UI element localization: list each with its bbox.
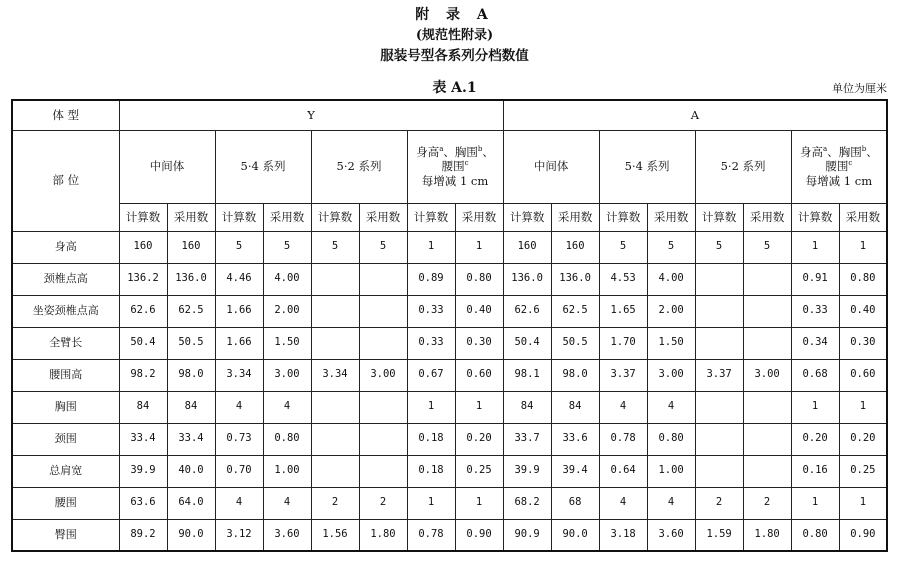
table-cell bbox=[743, 263, 791, 295]
adopt-header: 采用数 bbox=[455, 203, 503, 231]
table-cell: 50.4 bbox=[503, 327, 551, 359]
table-cell: 160 bbox=[503, 231, 551, 263]
table-cell: 4 bbox=[599, 391, 647, 423]
table-cell: 1.70 bbox=[599, 327, 647, 359]
calc-header: 计算数 bbox=[119, 203, 167, 231]
table-cell bbox=[695, 391, 743, 423]
row-part-name: 腰围 bbox=[12, 487, 119, 519]
table-cell: 0.90 bbox=[455, 519, 503, 551]
table-cell: 0.30 bbox=[455, 327, 503, 359]
table-cell: 5 bbox=[359, 231, 407, 263]
calc-header: 计算数 bbox=[311, 203, 359, 231]
table-cell bbox=[359, 455, 407, 487]
table-cell: 0.25 bbox=[455, 455, 503, 487]
table-cell: 0.70 bbox=[215, 455, 263, 487]
table-cell: 5 bbox=[311, 231, 359, 263]
table-cell: 3.18 bbox=[599, 519, 647, 551]
appendix-title: 附 录 A bbox=[415, 7, 494, 23]
table-cell: 1.50 bbox=[647, 327, 695, 359]
table-cell: 4 bbox=[215, 487, 263, 519]
table-cell: 63.6 bbox=[119, 487, 167, 519]
header-row-series bbox=[12, 130, 887, 203]
table-cell: 3.34 bbox=[311, 359, 359, 391]
row-part-name: 坐姿颈椎点高 bbox=[12, 295, 119, 327]
table-title: 表 A.1 bbox=[432, 80, 477, 96]
table-cell: 1.80 bbox=[359, 519, 407, 551]
y-52-header: 5·2 系列 bbox=[311, 130, 407, 203]
table-cell: 1.66 bbox=[215, 295, 263, 327]
adopt-header: 采用数 bbox=[359, 203, 407, 231]
table-cell bbox=[311, 327, 359, 359]
table-cell: 1 bbox=[839, 391, 887, 423]
table-cell: 39.9 bbox=[503, 455, 551, 487]
adopt-header: 采用数 bbox=[551, 203, 599, 231]
table-cell: 1 bbox=[839, 487, 887, 519]
table-cell: 0.89 bbox=[407, 263, 455, 295]
table-cell: 0.34 bbox=[791, 327, 839, 359]
table-row bbox=[12, 519, 887, 551]
table-cell: 4.53 bbox=[599, 263, 647, 295]
table-cell: 0.30 bbox=[839, 327, 887, 359]
table-cell: 0.80 bbox=[839, 263, 887, 295]
table-cell: 4 bbox=[215, 391, 263, 423]
table-cell: 3.00 bbox=[263, 359, 311, 391]
table-cell: 2 bbox=[311, 487, 359, 519]
row-part-name: 身高 bbox=[12, 231, 119, 263]
table-cell: 0.78 bbox=[599, 423, 647, 455]
table-cell: 3.60 bbox=[263, 519, 311, 551]
table-cell: 5 bbox=[695, 231, 743, 263]
adopt-header: 采用数 bbox=[839, 203, 887, 231]
row-part-name: 颈围 bbox=[12, 423, 119, 455]
table-cell: 90.0 bbox=[167, 519, 215, 551]
calc-header: 计算数 bbox=[215, 203, 263, 231]
adopt-header: 采用数 bbox=[263, 203, 311, 231]
table-cell bbox=[695, 455, 743, 487]
calc-header: 计算数 bbox=[791, 203, 839, 231]
table-cell: 90.9 bbox=[503, 519, 551, 551]
table-cell bbox=[311, 263, 359, 295]
table-cell: 1.00 bbox=[647, 455, 695, 487]
table-cell: 62.5 bbox=[551, 295, 599, 327]
table-cell: 3.34 bbox=[215, 359, 263, 391]
table-cell: 0.16 bbox=[791, 455, 839, 487]
table-cell: 1.56 bbox=[311, 519, 359, 551]
y-increment-header: 身高$^a$、胸围$^b$、 腰围$^c$ 每增减 1 cm bbox=[407, 130, 503, 203]
table-row bbox=[12, 359, 887, 391]
table-cell: 2.00 bbox=[647, 295, 695, 327]
table-cell bbox=[311, 295, 359, 327]
part-label: 部 位 bbox=[12, 130, 119, 231]
table-cell bbox=[743, 391, 791, 423]
table-cell: 68.2 bbox=[503, 487, 551, 519]
table-cell: 1.80 bbox=[743, 519, 791, 551]
table-cell: 50.4 bbox=[119, 327, 167, 359]
table-cell bbox=[359, 295, 407, 327]
table-cell: 98.1 bbox=[503, 359, 551, 391]
table-cell: 1 bbox=[407, 231, 455, 263]
y-54-header: 5·4 系列 bbox=[215, 130, 311, 203]
table-cell bbox=[743, 423, 791, 455]
a-increment-header: 身高$^a$、胸围$^b$、 腰围$^c$ 每增减 1 cm bbox=[791, 130, 887, 203]
table-cell bbox=[359, 263, 407, 295]
table-cell: 136.2 bbox=[119, 263, 167, 295]
table-cell: 39.9 bbox=[119, 455, 167, 487]
adopt-header: 采用数 bbox=[647, 203, 695, 231]
table-cell: 0.40 bbox=[455, 295, 503, 327]
table-cell: 4.00 bbox=[263, 263, 311, 295]
table-cell: 0.78 bbox=[407, 519, 455, 551]
table-cell bbox=[743, 295, 791, 327]
table-cell: 1.66 bbox=[215, 327, 263, 359]
table-cell: 98.0 bbox=[167, 359, 215, 391]
body-type-label: 体 型 bbox=[12, 100, 119, 130]
table-cell: 0.67 bbox=[407, 359, 455, 391]
a-middle-header: 中间体 bbox=[503, 130, 599, 203]
table-cell: 0.91 bbox=[791, 263, 839, 295]
table-cell: 4 bbox=[647, 487, 695, 519]
table-cell: 33.7 bbox=[503, 423, 551, 455]
table-cell: 33.4 bbox=[167, 423, 215, 455]
table-cell: 1 bbox=[791, 231, 839, 263]
table-cell: 89.2 bbox=[119, 519, 167, 551]
group-y-label: Y bbox=[119, 100, 503, 130]
table-cell: 0.80 bbox=[455, 263, 503, 295]
table-cell: 2 bbox=[743, 487, 791, 519]
row-part-name: 颈椎点高 bbox=[12, 263, 119, 295]
calc-header: 计算数 bbox=[407, 203, 455, 231]
table-cell: 3.00 bbox=[359, 359, 407, 391]
table-cell: 0.20 bbox=[839, 423, 887, 455]
table-cell bbox=[695, 263, 743, 295]
a-54-header: 5·4 系列 bbox=[599, 130, 695, 203]
table-cell: 0.18 bbox=[407, 423, 455, 455]
table-cell: 64.0 bbox=[167, 487, 215, 519]
table-cell: 50.5 bbox=[167, 327, 215, 359]
table-cell: 5 bbox=[647, 231, 695, 263]
table-cell: 4 bbox=[647, 391, 695, 423]
table-cell: 2.00 bbox=[263, 295, 311, 327]
table-cell: 84 bbox=[167, 391, 215, 423]
table-cell: 90.0 bbox=[551, 519, 599, 551]
table-cell: 39.4 bbox=[551, 455, 599, 487]
appendix-heading: 服装号型各系列分档数值 bbox=[380, 48, 529, 64]
table-cell: 0.80 bbox=[647, 423, 695, 455]
table-cell: 4 bbox=[263, 391, 311, 423]
table-cell: 0.80 bbox=[791, 519, 839, 551]
row-part-name: 腰围高 bbox=[12, 359, 119, 391]
table-cell: 4.00 bbox=[647, 263, 695, 295]
row-part-name: 总肩宽 bbox=[12, 455, 119, 487]
a-52-header: 5·2 系列 bbox=[695, 130, 791, 203]
table-cell: 1.00 bbox=[263, 455, 311, 487]
table-cell: 0.60 bbox=[839, 359, 887, 391]
table-cell: 33.4 bbox=[119, 423, 167, 455]
table-cell: 68 bbox=[551, 487, 599, 519]
table-cell bbox=[743, 455, 791, 487]
table-cell: 84 bbox=[119, 391, 167, 423]
table-cell: 40.0 bbox=[167, 455, 215, 487]
table-cell: 1 bbox=[455, 487, 503, 519]
table-cell: 0.18 bbox=[407, 455, 455, 487]
table-cell: 136.0 bbox=[167, 263, 215, 295]
table-cell bbox=[359, 391, 407, 423]
table-cell: 4 bbox=[599, 487, 647, 519]
table-cell: 160 bbox=[119, 231, 167, 263]
table-cell: 84 bbox=[503, 391, 551, 423]
table-cell: 0.40 bbox=[839, 295, 887, 327]
adopt-header: 采用数 bbox=[743, 203, 791, 231]
y-middle-header: 中间体 bbox=[119, 130, 215, 203]
table-cell bbox=[743, 327, 791, 359]
table-cell bbox=[359, 423, 407, 455]
table-cell: 62.6 bbox=[119, 295, 167, 327]
table-cell: 0.68 bbox=[791, 359, 839, 391]
table-row bbox=[12, 391, 887, 423]
table-cell: 3.00 bbox=[743, 359, 791, 391]
table-cell: 1.65 bbox=[599, 295, 647, 327]
table-cell: 1 bbox=[407, 391, 455, 423]
table-cell: 62.6 bbox=[503, 295, 551, 327]
row-part-name: 全臂长 bbox=[12, 327, 119, 359]
table-cell: 0.20 bbox=[791, 423, 839, 455]
row-part-name: 胸围 bbox=[12, 391, 119, 423]
table-cell: 2 bbox=[359, 487, 407, 519]
table-cell: 0.20 bbox=[455, 423, 503, 455]
table-cell: 0.64 bbox=[599, 455, 647, 487]
table-cell: 0.80 bbox=[263, 423, 311, 455]
table-row bbox=[12, 231, 887, 263]
adopt-header: 采用数 bbox=[167, 203, 215, 231]
table-cell: 4 bbox=[263, 487, 311, 519]
table-cell: 84 bbox=[551, 391, 599, 423]
group-a-label: A bbox=[503, 100, 887, 130]
table-cell bbox=[359, 327, 407, 359]
row-part-name: 臀围 bbox=[12, 519, 119, 551]
header-row-calc bbox=[12, 203, 887, 231]
table-cell: 0.60 bbox=[455, 359, 503, 391]
table-cell: 160 bbox=[551, 231, 599, 263]
table-cell: 3.60 bbox=[647, 519, 695, 551]
table-cell: 1.59 bbox=[695, 519, 743, 551]
table-cell bbox=[311, 423, 359, 455]
table-row bbox=[12, 327, 887, 359]
table-cell bbox=[311, 391, 359, 423]
table-cell: 160 bbox=[167, 231, 215, 263]
table-cell: 136.0 bbox=[551, 263, 599, 295]
table-cell: 3.12 bbox=[215, 519, 263, 551]
size-table bbox=[11, 99, 888, 552]
table-cell: 1 bbox=[407, 487, 455, 519]
appendix-subtitle: (规范性附录) bbox=[415, 28, 494, 43]
table-row bbox=[12, 423, 887, 455]
table-cell: 1 bbox=[455, 231, 503, 263]
table-cell: 0.33 bbox=[407, 327, 455, 359]
table-cell: 1 bbox=[791, 391, 839, 423]
table-cell: 5 bbox=[599, 231, 647, 263]
table-cell bbox=[695, 295, 743, 327]
table-cell: 3.37 bbox=[599, 359, 647, 391]
table-cell: 0.25 bbox=[839, 455, 887, 487]
table-row bbox=[12, 263, 887, 295]
table-cell: 50.5 bbox=[551, 327, 599, 359]
table-cell: 5 bbox=[215, 231, 263, 263]
calc-header: 计算数 bbox=[503, 203, 551, 231]
table-cell: 4.46 bbox=[215, 263, 263, 295]
table-cell: 98.2 bbox=[119, 359, 167, 391]
table-cell: 136.0 bbox=[503, 263, 551, 295]
table-cell: 1 bbox=[839, 231, 887, 263]
table-row bbox=[12, 295, 887, 327]
table-cell: 3.00 bbox=[647, 359, 695, 391]
table-cell: 0.90 bbox=[839, 519, 887, 551]
table-cell: 0.73 bbox=[215, 423, 263, 455]
unit-note: 单位为厘米 bbox=[832, 82, 887, 95]
header-row-bodytype bbox=[12, 100, 887, 130]
table-cell: 98.0 bbox=[551, 359, 599, 391]
table-cell bbox=[311, 455, 359, 487]
table-cell: 1 bbox=[455, 391, 503, 423]
table-cell: 62.5 bbox=[167, 295, 215, 327]
table-cell bbox=[695, 327, 743, 359]
table-cell: 2 bbox=[695, 487, 743, 519]
calc-header: 计算数 bbox=[599, 203, 647, 231]
table-row bbox=[12, 455, 887, 487]
table-cell: 5 bbox=[743, 231, 791, 263]
table-cell: 0.33 bbox=[791, 295, 839, 327]
table-cell: 1 bbox=[791, 487, 839, 519]
table-row bbox=[12, 487, 887, 519]
table-cell: 33.6 bbox=[551, 423, 599, 455]
calc-header: 计算数 bbox=[695, 203, 743, 231]
table-cell: 5 bbox=[263, 231, 311, 263]
table-cell: 0.33 bbox=[407, 295, 455, 327]
table-cell: 1.50 bbox=[263, 327, 311, 359]
table-cell bbox=[695, 423, 743, 455]
table-cell: 3.37 bbox=[695, 359, 743, 391]
